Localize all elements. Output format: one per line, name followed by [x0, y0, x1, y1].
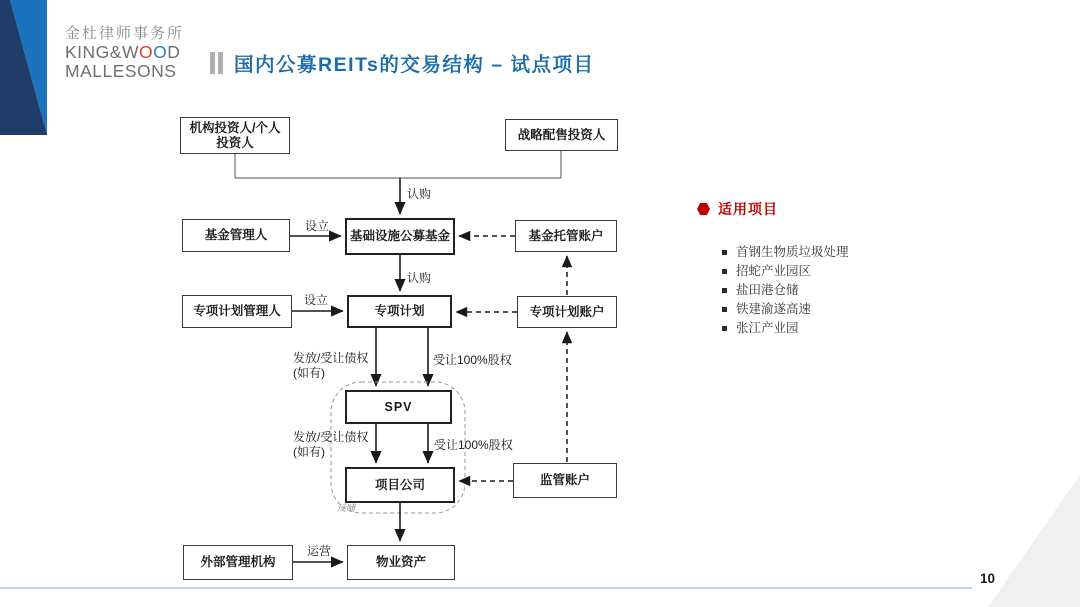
node-property-asset: 物业资产 — [347, 545, 455, 580]
node-special-plan: 专项计划 — [347, 295, 452, 328]
label-equity-to-project: 受让100%股权 — [434, 438, 513, 452]
red-hexagon-bullet-icon — [697, 203, 710, 216]
node-infrastructure-public-fund: 基础设施公募基金 — [345, 218, 455, 255]
applicable-project-item: 首钢生物质垃圾处理 — [722, 243, 849, 262]
node-project-company: 项目公司 — [345, 467, 455, 503]
logo-en-line1: KING&WOOD — [65, 41, 181, 62]
page-title: 国内公募REITs的交易结构 – 试点项目 — [234, 54, 595, 76]
label-subscribe-mid: 认购 — [407, 271, 432, 285]
label-feedback: 反哺 — [337, 503, 356, 513]
applicable-project-item: 张江产业园 — [722, 319, 849, 338]
label-equity-to-spv: 受让100%股权 — [433, 353, 512, 367]
applicable-projects-list — [722, 243, 849, 338]
logo-blue-o-icon: O — [153, 41, 168, 62]
node-special-plan-account: 专项计划账户 — [517, 296, 617, 328]
applicable-projects-title: 适用项目 — [718, 201, 778, 217]
node-fund-custody-account: 基金托管账户 — [515, 220, 617, 252]
applicable-projects-header — [697, 199, 778, 219]
label-setup-plan: 设立 — [304, 293, 329, 307]
applicable-project-item: 招蛇产业园区 — [722, 262, 849, 281]
node-supervision-account: 监管账户 — [513, 463, 617, 498]
label-subscribe-top: 认购 — [407, 187, 432, 201]
node-institutional-individual-investors: 机构投资人/个人 投资人 — [180, 117, 290, 154]
logo-en-line2: MALLESONS — [65, 61, 177, 82]
applicable-project-item: 铁建渝遂高速 — [722, 300, 849, 319]
node-special-plan-manager: 专项计划管理人 — [182, 295, 292, 328]
label-loan-to-project: 发放/受让债权 (如有) — [293, 430, 369, 459]
label-setup-fund: 设立 — [305, 219, 330, 233]
logo-red-o-icon: O — [138, 41, 154, 62]
footer-divider-line — [0, 587, 972, 589]
logo-cn-name: 金杜律师事务所 — [65, 25, 185, 42]
applicable-project-item: 盐田港仓储 — [722, 281, 849, 300]
page-number: 10 — [980, 571, 996, 586]
bottom-right-corner-triangle — [988, 475, 1080, 607]
label-loan-to-spv: 发放/受让债权 (如有) — [293, 351, 369, 380]
node-spv: SPV — [345, 390, 452, 424]
node-fund-manager: 基金管理人 — [182, 219, 290, 252]
node-strategic-placement-investors: 战略配售投资人 — [505, 119, 618, 151]
node-external-manager: 外部管理机构 — [183, 545, 293, 580]
label-operate: 运营 — [307, 544, 332, 558]
